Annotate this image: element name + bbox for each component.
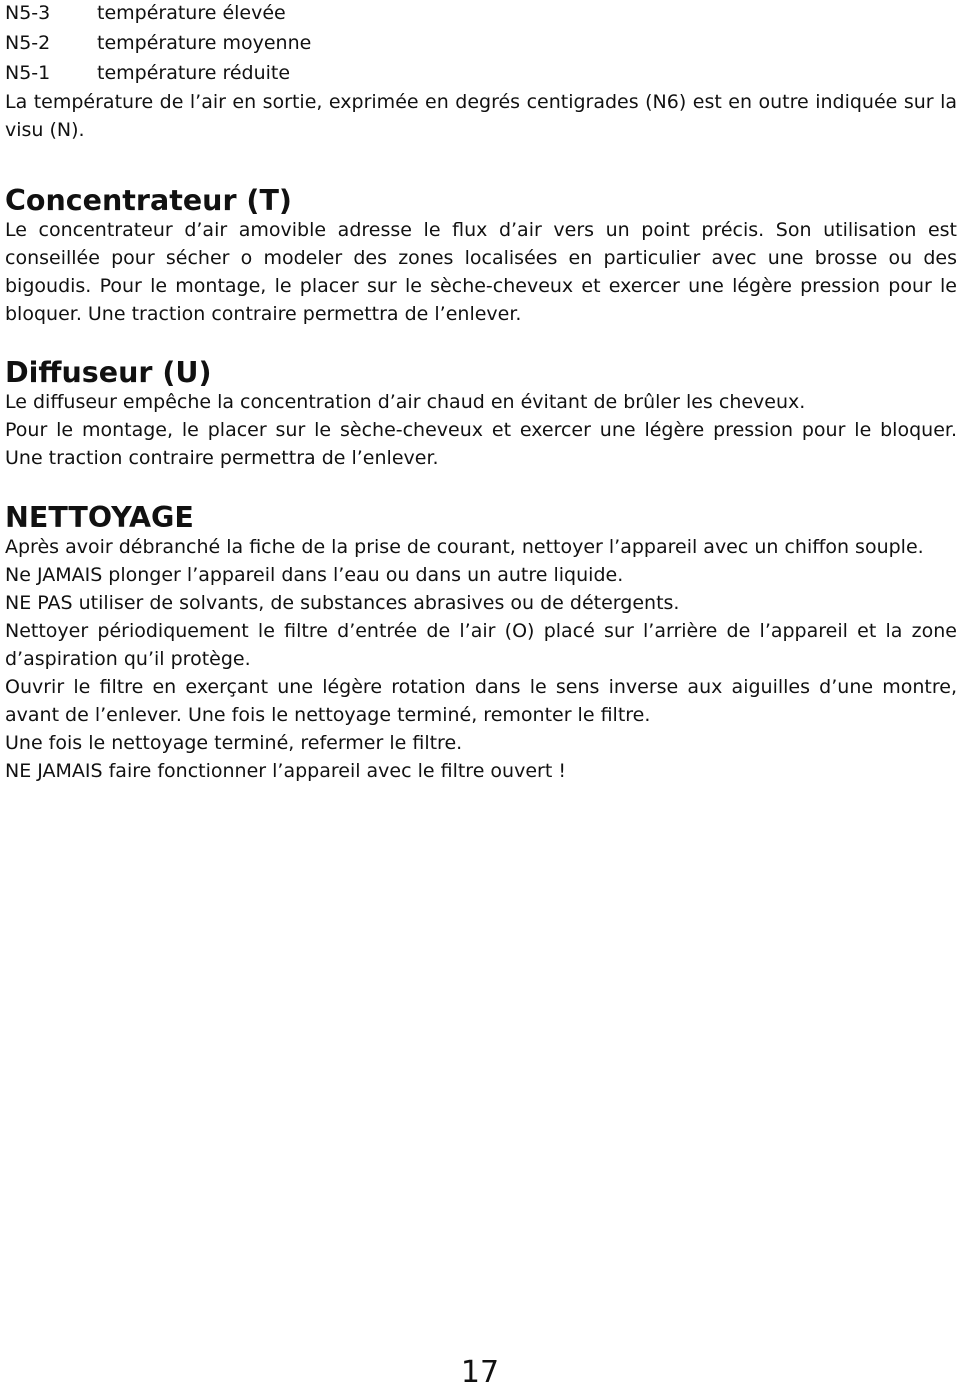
temperature-label: température élevée [97, 2, 286, 24]
temperature-row [5, 28, 957, 58]
temperature-code: N5-1 [5, 62, 51, 84]
concentrateur-heading: Concentrateur (T) [5, 184, 292, 217]
page-number: 17 [460, 1355, 500, 1390]
document-page [5, 0, 957, 785]
temperature-row [5, 0, 957, 28]
nettoyage-line: Ne JAMAIS plonger l’appareil dans l’eau ou dans un autre liquide. [5, 564, 624, 586]
nettoyage-line: Après avoir débranché la fiche de la prise de courant, nettoyer l’appareil avec un chiffon souple. [5, 536, 924, 558]
concentrateur-text: Le concentrateur d’air amovible adresse le flux d’air vers un point précis. Son utilisation est conseillée pour sécher o modeler des zones localisées en particulier avec une brosse ou des bigoudis. Pour le montage, le placer sur le sèche-cheveux et exercer une légère pression pour le bloquer. Une traction contraire permettra de l’enlever. [5, 219, 957, 325]
temperature-code: N5-3 [5, 2, 51, 24]
diffuseur-line: Le diffuseur empêche la concentration d’air chaud en évitant de brûler les cheveux. [5, 391, 806, 413]
nettoyage-line: Une fois le nettoyage terminé, refermer le filtre. [5, 732, 463, 754]
diffuseur-text: Pour le montage, le placer sur le sèche-cheveux et exercer une légère pression pour le bloquer. Une traction contraire permettra de l’enlever. [5, 419, 957, 469]
diffuseur-heading: Diffuseur (U) [5, 356, 212, 389]
temperature-code: N5-2 [5, 32, 51, 54]
nettoyage-line: NE PAS utiliser de solvants, de substances abrasives ou de détergents. [5, 592, 680, 614]
nettoyage-line: Nettoyer périodiquement le filtre d’entrée de l’air (O) placé sur l’arrière de l’appareil et la zone d’aspiration qu’il protège. [5, 620, 957, 670]
temperature-row [5, 58, 957, 88]
temperature-label: température moyenne [97, 32, 312, 54]
nettoyage-heading: NETTOYAGE [5, 501, 194, 534]
nettoyage-line: NE JAMAIS faire fonctionner l’appareil avec le filtre ouvert ! [5, 760, 566, 782]
temperature-note: La température de l’air en sortie, exprimée en degrés centigrades (N6) est en outre indiquée sur la visu (N). [5, 91, 957, 141]
temperature-label: température réduite [97, 62, 291, 84]
nettoyage-line: Ouvrir le filtre en exerçant une légère rotation dans le sens inverse aux aiguilles d’une montre, avant de l’enlever. Une fois le nettoyage terminé, remonter le filtre. [5, 676, 957, 726]
